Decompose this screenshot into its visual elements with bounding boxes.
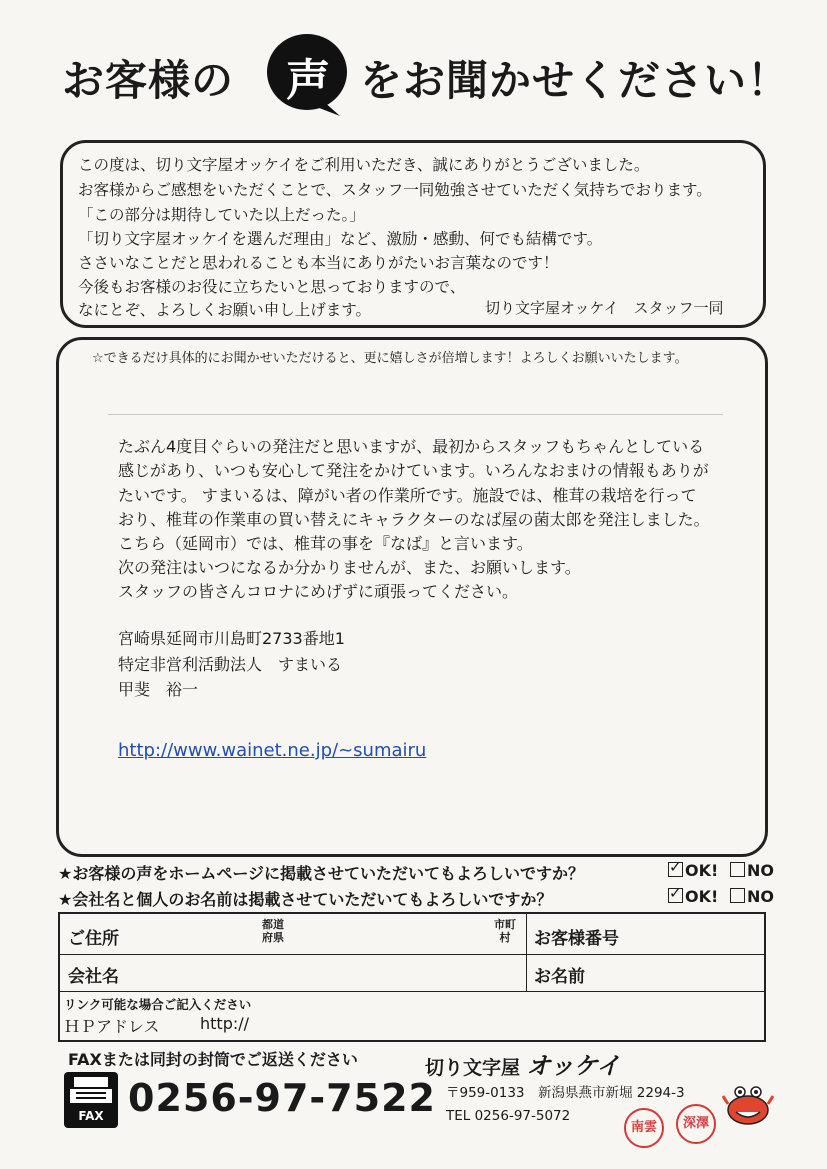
page-title-suffix: をお聞かせください！: [360, 56, 791, 105]
link-note: リンク可能な場合ご記入ください: [64, 997, 252, 1012]
address-field-label: ご住所: [68, 929, 119, 949]
company-tel: TEL 0256-97-5072: [446, 1108, 571, 1124]
publish-voice-ok-option[interactable]: ✓ OK!: [668, 861, 718, 880]
checkbox-icon[interactable]: [730, 888, 745, 903]
page-title-bubble-char: 声: [286, 55, 330, 106]
company-address: 〒959-0133 新潟県燕市新堀 2294-3: [446, 1085, 685, 1101]
checkbox-icon[interactable]: [668, 862, 683, 877]
company-brand: オッケイ: [526, 1052, 621, 1080]
comment-line: おり、椎茸の作業車の買い替えにキャラクターのなば屋の菌太郎を発注しました。: [118, 510, 710, 529]
staff-stamp: 南雲: [624, 1108, 664, 1148]
intro-signature: 切り文字屋オッケイ スタッフ一同: [485, 299, 724, 317]
comment-line: たいです。 すまいるは、障がい者の作業所です。施設では、椎茸の栽培を行って: [118, 486, 697, 505]
comment-divider: [108, 414, 723, 415]
comment-line: こちら（延岡市）では、椎茸の事を『なば』と言います。: [118, 534, 533, 553]
question-publish-voice: ★お客様の声をホームページに掲載させていただいてもよろしいですか？: [58, 864, 585, 883]
comment-line: 次の発注はいつになるか分かりませんが、また、お願いします。: [118, 558, 581, 577]
hp-address-label: ＨＰアドレス: [64, 1017, 160, 1036]
publish-voice-no-option[interactable]: NO: [730, 861, 774, 880]
comment-organization: 特定非営利活動法人 すまいる: [118, 655, 343, 674]
company-field-label: 会社名: [68, 967, 119, 987]
fax-return-note: FAXまたは同封の封筒でご返送ください: [68, 1050, 358, 1069]
intro-line: ささいなことだと思われることも本当にありがたいお言葉なのです！: [78, 254, 559, 272]
hp-address-field[interactable]: http://: [200, 1014, 250, 1033]
publish-names-no-option[interactable]: NO: [730, 887, 774, 906]
staff-stamp: 深澤: [676, 1104, 716, 1144]
printer-icon: [64, 1072, 118, 1112]
intro-line: 「この部分は期待していた以上だった。」: [78, 206, 365, 224]
fax-icon-label: FAX: [78, 1109, 104, 1123]
comment-hint: ☆できるだけ具体的にお聞かせいただけると、更に嬉しさが倍増します！よろしくお願いいたします。: [92, 351, 688, 366]
contact-form-table: [58, 912, 766, 1042]
checkbox-icon[interactable]: [668, 888, 683, 903]
city-label: 市町 村: [494, 918, 516, 944]
intro-line: この度は、切り文字屋オッケイをご利用いただき、誠にありがとうございました。: [78, 156, 650, 174]
crab-mascot-icon: [722, 1082, 774, 1128]
publish-names-ok-option[interactable]: ✓ OK!: [668, 887, 718, 906]
comment-line: スタッフの皆さんコロナにめげずに頑張ってください。: [118, 582, 519, 601]
company-name: 切り文字屋 オッケイ: [425, 1052, 621, 1080]
question-publish-names: ★会社名と個人のお名前は掲載させていただいてもよろしいですか？: [58, 890, 553, 909]
comment-address: 宮崎県延岡市川島町2733番地1: [118, 629, 345, 648]
prefecture-label: 都道 府県: [262, 918, 284, 944]
fax-number: 0256-97-7522: [128, 1076, 436, 1120]
name-field-label: お名前: [534, 967, 585, 987]
comment-url-link[interactable]: http://www.wainet.ne.jp/~sumairu: [118, 740, 427, 761]
intro-line: 今後もお客様のお役に立ちたいと思っておりますので、: [78, 278, 466, 296]
intro-line: 「切り文字屋オッケイを選んだ理由」など、激励・感動、何でも結構です。: [78, 230, 603, 248]
checkbox-icon[interactable]: [730, 862, 745, 877]
customer-number-label: お客様番号: [534, 929, 619, 949]
intro-line: なにとぞ、よろしくお願い申し上げます。: [78, 301, 371, 319]
form-divider: [58, 991, 766, 992]
comment-line: たぶん4度目ぐらいの発注だと思いますが、最初からスタッフもちゃんとしている: [118, 437, 705, 456]
page-title-prefix: お客様の: [62, 56, 235, 105]
intro-line: お客様からご感想をいただくことで、スタッフ一同勉強させていただく気持ちでおります。: [78, 181, 712, 199]
comment-line: 感じがあり、いつも安心して発注をかけています。いろんなおまけの情報もありが: [118, 461, 709, 480]
comment-person: 甲斐 裕一: [118, 680, 199, 699]
form-divider: [526, 912, 527, 991]
form-divider: [58, 954, 766, 955]
